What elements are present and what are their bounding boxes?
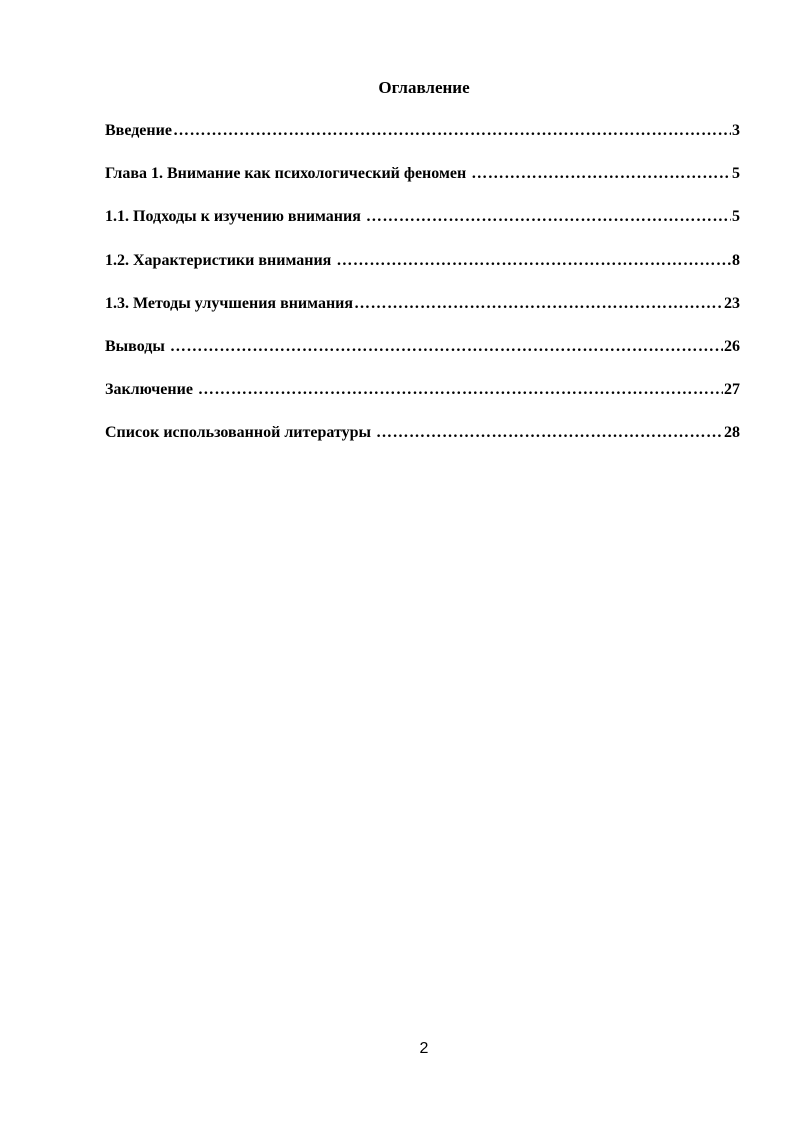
toc-leader-dots [173, 120, 731, 142]
toc-entry-section-1-2 [105, 250, 740, 293]
toc-entry-text: 1.2. Характеристики внимания [105, 251, 336, 269]
page-number: 2 [419, 1040, 429, 1057]
toc-entry-text: Глава 1. Внимание как психологический феномен [105, 165, 471, 183]
toc-entry-page: 5 [732, 208, 740, 226]
toc-entry-text: Выводы [105, 337, 169, 355]
toc-entry-text: Введение [105, 122, 172, 139]
toc-entry-page: 5 [732, 165, 740, 183]
toc-entry-page: 23 [724, 294, 740, 312]
table-of-contents [105, 120, 740, 466]
toc-title: Оглавление [378, 78, 470, 97]
toc-entry-introduction [105, 120, 740, 163]
toc-entry-text: 1.3. Методы улучшения внимания [105, 294, 354, 312]
toc-entry-chapter-1 [105, 163, 740, 206]
toc-entry-text: Заключение [105, 381, 197, 399]
toc-entry-section-1-1 [105, 206, 740, 249]
toc-leader-dots [170, 336, 723, 358]
toc-entry-text: 1.1. Подходы к изучению внимания [105, 208, 365, 226]
toc-entry-page: 3 [732, 122, 740, 139]
toc-entry-page: 27 [724, 381, 740, 399]
toc-entry-page: 8 [732, 251, 740, 269]
toc-entry-conclusions [105, 336, 740, 379]
toc-leader-dots [366, 206, 731, 228]
toc-entry-references [105, 422, 740, 465]
toc-leader-dots [354, 293, 723, 315]
toc-leader-dots [198, 379, 723, 401]
toc-leader-dots [376, 422, 723, 444]
toc-entry-summary [105, 379, 740, 422]
toc-entry-page: 26 [724, 337, 740, 355]
toc-leader-dots [471, 163, 731, 185]
toc-entry-text: Список использованной литературы [105, 424, 375, 442]
toc-leader-dots [336, 250, 731, 272]
toc-entry-page: 28 [724, 424, 740, 442]
toc-entry-section-1-3 [105, 293, 740, 336]
